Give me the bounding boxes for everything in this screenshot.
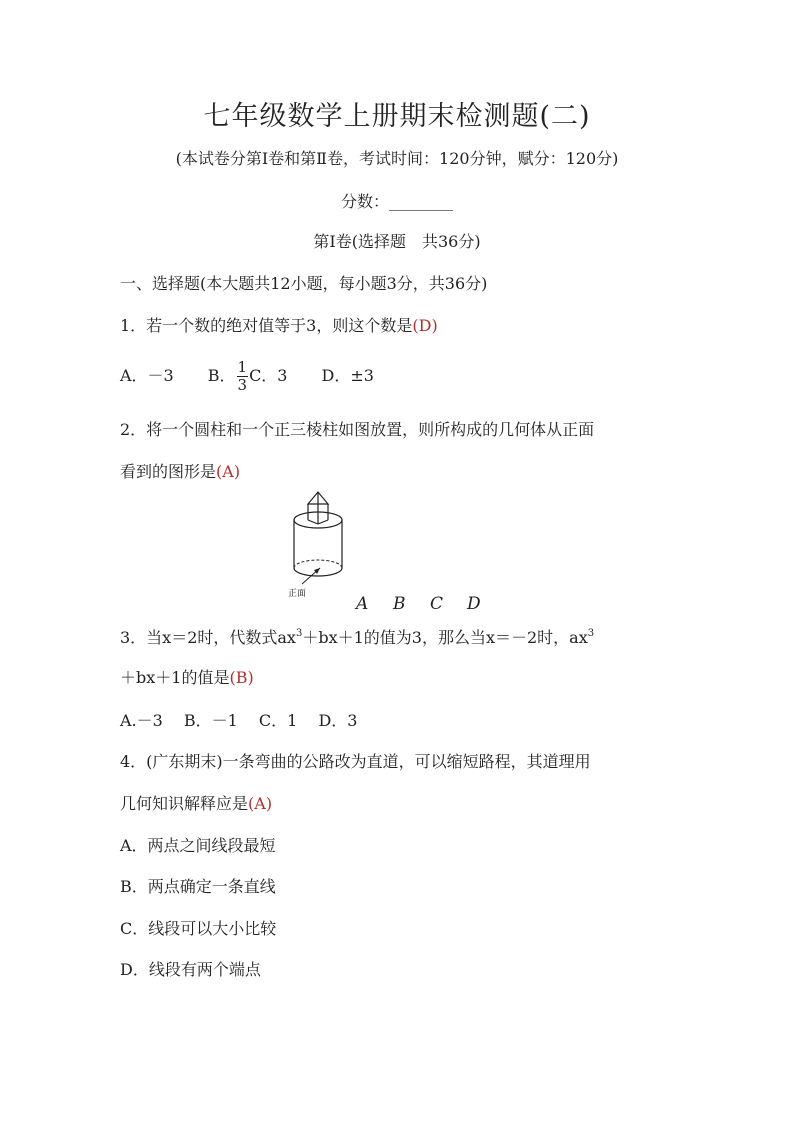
question-4-answer: (A)	[248, 794, 273, 813]
question-4-option-b: B．两点确定一条直线	[120, 877, 276, 896]
question-4-option-d: D．线段有两个端点	[120, 960, 261, 979]
question-4-line-2	[120, 794, 272, 814]
question-1-text: 1．若一个数的绝对值等于3，则这个数是	[120, 316, 413, 335]
exponent-1: 3	[295, 628, 303, 639]
question-4-line-1: 4．(广东期末)一条弯曲的公路改为直道，可以缩短路程，其道理用	[120, 752, 591, 771]
fraction-numerator: 1	[237, 358, 248, 376]
question-3-options: A.－3 B．－1 C．1 D．3	[120, 711, 358, 730]
section-heading: 一、选择题(本大题共12小题，每小题3分，共36分)	[120, 274, 488, 293]
question-2-text: 看到的图形是	[120, 462, 217, 481]
fraction-denominator: 3	[237, 376, 248, 394]
choice-c-label: C	[430, 594, 444, 614]
option-a: A．－3	[120, 366, 174, 385]
choice-a-label: A	[356, 594, 369, 614]
exam-info: (本试卷分第Ⅰ卷和第Ⅱ卷，考试时间：120分钟，赋分：120分)	[175, 149, 619, 168]
question-3-line-2	[120, 668, 254, 688]
choice-d-label: D	[467, 594, 481, 614]
question-1-options	[120, 358, 374, 394]
page-title: 七年级数学上册期末检测题(二)	[203, 101, 591, 132]
option-b-prefix: B．	[207, 366, 236, 385]
prism-base-left	[308, 520, 318, 524]
front-view-label: 正面	[288, 589, 307, 599]
question-4-option-c: C．线段可以大小比较	[120, 919, 277, 938]
score-blank: ________	[389, 192, 453, 211]
question-4-text: 几何知识解释应是	[120, 794, 249, 813]
option-b	[207, 358, 249, 394]
score-line	[0, 192, 794, 212]
question-1-answer: (D)	[412, 316, 438, 335]
question-3-text: ＋bx＋1的值是	[120, 668, 230, 687]
question-2-line-1: 2．将一个圆柱和一个正三棱柱如图放置，则所构成的几何体从正面	[120, 420, 595, 439]
option-c: C．3	[249, 366, 288, 385]
question-3-text-a: 3．当x＝2时，代数式ax	[120, 628, 296, 647]
question-2-answer: (A)	[216, 462, 241, 481]
question-2-line-2	[120, 462, 240, 482]
question-3-line-1	[120, 628, 594, 648]
choice-b-label: B	[393, 594, 406, 614]
figure-choice-labels	[356, 594, 504, 614]
score-label: 分数：	[340, 192, 389, 211]
prism-base-right	[318, 520, 328, 524]
question-3-answer: (B)	[229, 668, 254, 687]
part-title: 第Ⅰ卷(选择题 共36分)	[313, 232, 481, 251]
option-d: D．±3	[321, 366, 374, 385]
question-1-stem	[120, 316, 438, 336]
question-4-option-a: A．两点之间线段最短	[120, 836, 276, 855]
exponent-2: 3	[587, 628, 595, 639]
question-3-text-b: ＋bx＋1的值为3，那么当x＝－2时，ax	[302, 628, 588, 647]
fraction-one-third	[237, 359, 249, 394]
cylinder-bottom-back	[294, 560, 342, 568]
cylinder-prism-figure	[284, 490, 354, 602]
